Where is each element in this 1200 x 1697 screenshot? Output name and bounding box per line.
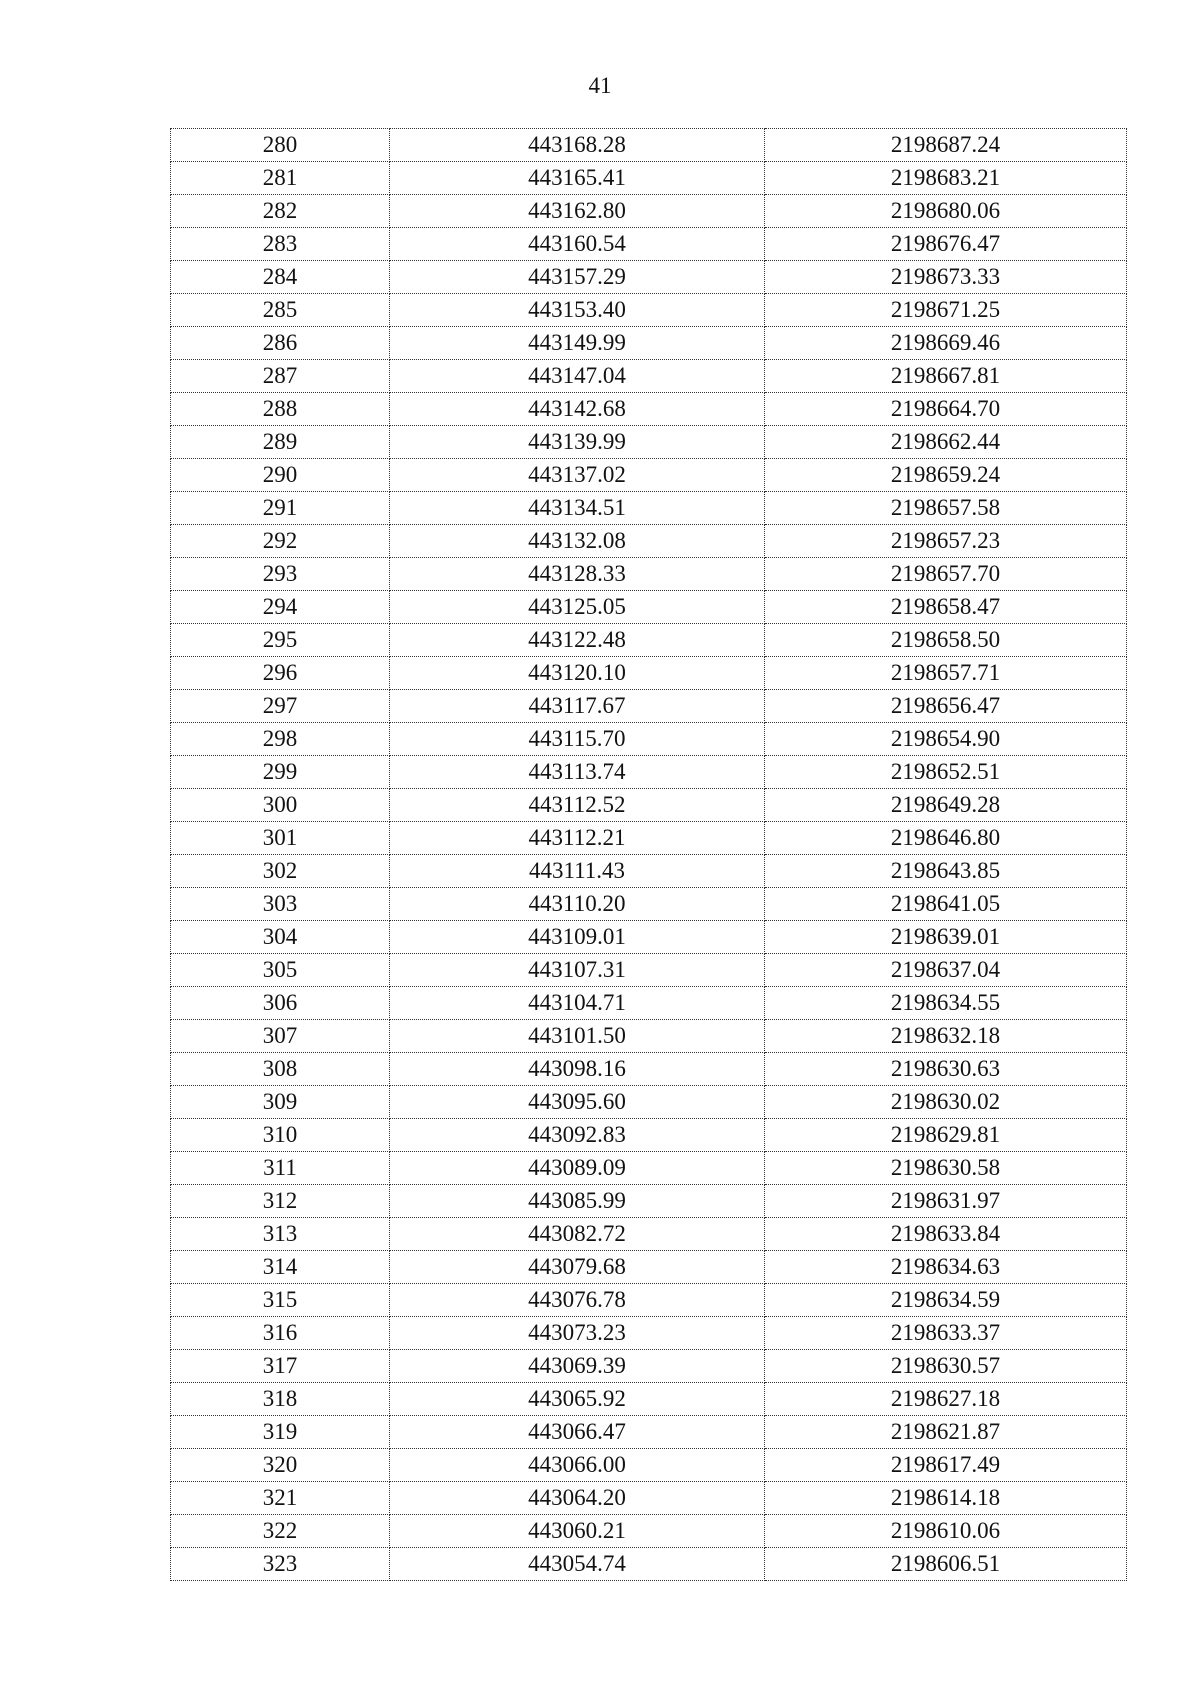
x-coordinate-cell: 443111.43	[390, 855, 765, 888]
table-row	[171, 1548, 1127, 1581]
x-coordinate-cell: 443085.99	[390, 1185, 765, 1218]
table-row	[171, 954, 1127, 987]
table-row	[171, 294, 1127, 327]
x-coordinate-cell: 443128.33	[390, 558, 765, 591]
table-row	[171, 327, 1127, 360]
y-coordinate-cell: 2198633.37	[765, 1317, 1127, 1350]
table-row	[171, 1449, 1127, 1482]
point-number-cell: 322	[171, 1515, 390, 1548]
table-row	[171, 822, 1127, 855]
table-row	[171, 756, 1127, 789]
y-coordinate-cell: 2198671.25	[765, 294, 1127, 327]
point-number-cell: 319	[171, 1416, 390, 1449]
x-coordinate-cell: 443112.52	[390, 789, 765, 822]
table-row	[171, 129, 1127, 162]
table-row	[171, 921, 1127, 954]
y-coordinate-cell: 2198610.06	[765, 1515, 1127, 1548]
point-number-cell: 281	[171, 162, 390, 195]
point-number-cell: 288	[171, 393, 390, 426]
x-coordinate-cell: 443120.10	[390, 657, 765, 690]
x-coordinate-cell: 443089.09	[390, 1152, 765, 1185]
x-coordinate-cell: 443139.99	[390, 426, 765, 459]
y-coordinate-cell: 2198656.47	[765, 690, 1127, 723]
point-number-cell: 303	[171, 888, 390, 921]
y-coordinate-cell: 2198659.24	[765, 459, 1127, 492]
point-number-cell: 315	[171, 1284, 390, 1317]
point-number-cell: 289	[171, 426, 390, 459]
y-coordinate-cell: 2198633.84	[765, 1218, 1127, 1251]
table-row	[171, 1383, 1127, 1416]
y-coordinate-cell: 2198606.51	[765, 1548, 1127, 1581]
point-number-cell: 304	[171, 921, 390, 954]
point-number-cell: 305	[171, 954, 390, 987]
point-number-cell: 298	[171, 723, 390, 756]
point-number-cell: 299	[171, 756, 390, 789]
table-row	[171, 459, 1127, 492]
y-coordinate-cell: 2198687.24	[765, 129, 1127, 162]
table-row	[171, 1515, 1127, 1548]
point-number-cell: 297	[171, 690, 390, 723]
point-number-cell: 323	[171, 1548, 390, 1581]
y-coordinate-cell: 2198630.58	[765, 1152, 1127, 1185]
x-coordinate-cell: 443134.51	[390, 492, 765, 525]
y-coordinate-cell: 2198654.90	[765, 723, 1127, 756]
point-number-cell: 291	[171, 492, 390, 525]
point-number-cell: 301	[171, 822, 390, 855]
table-row	[171, 1218, 1127, 1251]
table-row	[171, 1482, 1127, 1515]
x-coordinate-cell: 443073.23	[390, 1317, 765, 1350]
coordinates-table-body	[171, 129, 1127, 1581]
y-coordinate-cell: 2198662.44	[765, 426, 1127, 459]
table-row	[171, 1251, 1127, 1284]
x-coordinate-cell: 443112.21	[390, 822, 765, 855]
x-coordinate-cell: 443147.04	[390, 360, 765, 393]
point-number-cell: 307	[171, 1020, 390, 1053]
point-number-cell: 280	[171, 129, 390, 162]
point-number-cell: 311	[171, 1152, 390, 1185]
y-coordinate-cell: 2198649.28	[765, 789, 1127, 822]
table-row	[171, 492, 1127, 525]
table-row	[171, 1053, 1127, 1086]
x-coordinate-cell: 443149.99	[390, 327, 765, 360]
table-row	[171, 888, 1127, 921]
y-coordinate-cell: 2198658.47	[765, 591, 1127, 624]
y-coordinate-cell: 2198669.46	[765, 327, 1127, 360]
table-row	[171, 1416, 1127, 1449]
point-number-cell: 316	[171, 1317, 390, 1350]
y-coordinate-cell: 2198634.63	[765, 1251, 1127, 1284]
table-row	[171, 525, 1127, 558]
y-coordinate-cell: 2198676.47	[765, 228, 1127, 261]
x-coordinate-cell: 443110.20	[390, 888, 765, 921]
x-coordinate-cell: 443168.28	[390, 129, 765, 162]
y-coordinate-cell: 2198627.18	[765, 1383, 1127, 1416]
table-row	[171, 1119, 1127, 1152]
table-row	[171, 1185, 1127, 1218]
table-row	[171, 1350, 1127, 1383]
point-number-cell: 292	[171, 525, 390, 558]
y-coordinate-cell: 2198617.49	[765, 1449, 1127, 1482]
y-coordinate-cell: 2198657.23	[765, 525, 1127, 558]
table-row	[171, 855, 1127, 888]
table-row	[171, 624, 1127, 657]
point-number-cell: 287	[171, 360, 390, 393]
x-coordinate-cell: 443117.67	[390, 690, 765, 723]
y-coordinate-cell: 2198641.05	[765, 888, 1127, 921]
table-row	[171, 657, 1127, 690]
point-number-cell: 320	[171, 1449, 390, 1482]
point-number-cell: 312	[171, 1185, 390, 1218]
table-row	[171, 426, 1127, 459]
point-number-cell: 283	[171, 228, 390, 261]
table-row	[171, 987, 1127, 1020]
table-row	[171, 789, 1127, 822]
point-number-cell: 296	[171, 657, 390, 690]
x-coordinate-cell: 443107.31	[390, 954, 765, 987]
point-number-cell: 317	[171, 1350, 390, 1383]
point-number-cell: 309	[171, 1086, 390, 1119]
x-coordinate-cell: 443132.08	[390, 525, 765, 558]
y-coordinate-cell: 2198630.57	[765, 1350, 1127, 1383]
x-coordinate-cell: 443076.78	[390, 1284, 765, 1317]
y-coordinate-cell: 2198639.01	[765, 921, 1127, 954]
point-number-cell: 318	[171, 1383, 390, 1416]
point-number-cell: 286	[171, 327, 390, 360]
page-number: 41	[588, 73, 612, 98]
table-row	[171, 1284, 1127, 1317]
x-coordinate-cell: 443153.40	[390, 294, 765, 327]
y-coordinate-cell: 2198634.55	[765, 987, 1127, 1020]
table-row	[171, 1152, 1127, 1185]
y-coordinate-cell: 2198657.70	[765, 558, 1127, 591]
table-row	[171, 261, 1127, 294]
x-coordinate-cell: 443162.80	[390, 195, 765, 228]
point-number-cell: 314	[171, 1251, 390, 1284]
y-coordinate-cell: 2198630.63	[765, 1053, 1127, 1086]
y-coordinate-cell: 2198646.80	[765, 822, 1127, 855]
table-row	[171, 591, 1127, 624]
table-row	[171, 393, 1127, 426]
point-number-cell: 321	[171, 1482, 390, 1515]
x-coordinate-cell: 443054.74	[390, 1548, 765, 1581]
x-coordinate-cell: 443060.21	[390, 1515, 765, 1548]
y-coordinate-cell: 2198621.87	[765, 1416, 1127, 1449]
point-number-cell: 308	[171, 1053, 390, 1086]
x-coordinate-cell: 443157.29	[390, 261, 765, 294]
table-row	[171, 228, 1127, 261]
x-coordinate-cell: 443113.74	[390, 756, 765, 789]
y-coordinate-cell: 2198643.85	[765, 855, 1127, 888]
table-row	[171, 1317, 1127, 1350]
point-number-cell: 282	[171, 195, 390, 228]
x-coordinate-cell: 443065.92	[390, 1383, 765, 1416]
table-row	[171, 162, 1127, 195]
y-coordinate-cell: 2198614.18	[765, 1482, 1127, 1515]
table-row	[171, 723, 1127, 756]
x-coordinate-cell: 443122.48	[390, 624, 765, 657]
y-coordinate-cell: 2198680.06	[765, 195, 1127, 228]
x-coordinate-cell: 443095.60	[390, 1086, 765, 1119]
y-coordinate-cell: 2198657.71	[765, 657, 1127, 690]
x-coordinate-cell: 443101.50	[390, 1020, 765, 1053]
x-coordinate-cell: 443092.83	[390, 1119, 765, 1152]
point-number-cell: 310	[171, 1119, 390, 1152]
y-coordinate-cell: 2198658.50	[765, 624, 1127, 657]
x-coordinate-cell: 443064.20	[390, 1482, 765, 1515]
point-number-cell: 294	[171, 591, 390, 624]
y-coordinate-cell: 2198673.33	[765, 261, 1127, 294]
point-number-cell: 285	[171, 294, 390, 327]
point-number-cell: 306	[171, 987, 390, 1020]
y-coordinate-cell: 2198629.81	[765, 1119, 1127, 1152]
y-coordinate-cell: 2198664.70	[765, 393, 1127, 426]
y-coordinate-cell: 2198637.04	[765, 954, 1127, 987]
y-coordinate-cell: 2198634.59	[765, 1284, 1127, 1317]
coordinates-table	[170, 128, 1127, 1581]
x-coordinate-cell: 443115.70	[390, 723, 765, 756]
x-coordinate-cell: 443069.39	[390, 1350, 765, 1383]
y-coordinate-cell: 2198683.21	[765, 162, 1127, 195]
table-row	[171, 1020, 1127, 1053]
y-coordinate-cell: 2198631.97	[765, 1185, 1127, 1218]
y-coordinate-cell: 2198652.51	[765, 756, 1127, 789]
x-coordinate-cell: 443165.41	[390, 162, 765, 195]
point-number-cell: 290	[171, 459, 390, 492]
x-coordinate-cell: 443125.05	[390, 591, 765, 624]
x-coordinate-cell: 443137.02	[390, 459, 765, 492]
x-coordinate-cell: 443109.01	[390, 921, 765, 954]
point-number-cell: 300	[171, 789, 390, 822]
y-coordinate-cell: 2198657.58	[765, 492, 1127, 525]
y-coordinate-cell: 2198632.18	[765, 1020, 1127, 1053]
point-number-cell: 295	[171, 624, 390, 657]
point-number-cell: 313	[171, 1218, 390, 1251]
x-coordinate-cell: 443079.68	[390, 1251, 765, 1284]
x-coordinate-cell: 443098.16	[390, 1053, 765, 1086]
y-coordinate-cell: 2198667.81	[765, 360, 1127, 393]
table-row	[171, 690, 1127, 723]
table-row	[171, 1086, 1127, 1119]
x-coordinate-cell: 443066.47	[390, 1416, 765, 1449]
point-number-cell: 302	[171, 855, 390, 888]
x-coordinate-cell: 443104.71	[390, 987, 765, 1020]
x-coordinate-cell: 443082.72	[390, 1218, 765, 1251]
table-row	[171, 558, 1127, 591]
y-coordinate-cell: 2198630.02	[765, 1086, 1127, 1119]
table-row	[171, 195, 1127, 228]
x-coordinate-cell: 443160.54	[390, 228, 765, 261]
x-coordinate-cell: 443066.00	[390, 1449, 765, 1482]
point-number-cell: 284	[171, 261, 390, 294]
table-row	[171, 360, 1127, 393]
point-number-cell: 293	[171, 558, 390, 591]
x-coordinate-cell: 443142.68	[390, 393, 765, 426]
